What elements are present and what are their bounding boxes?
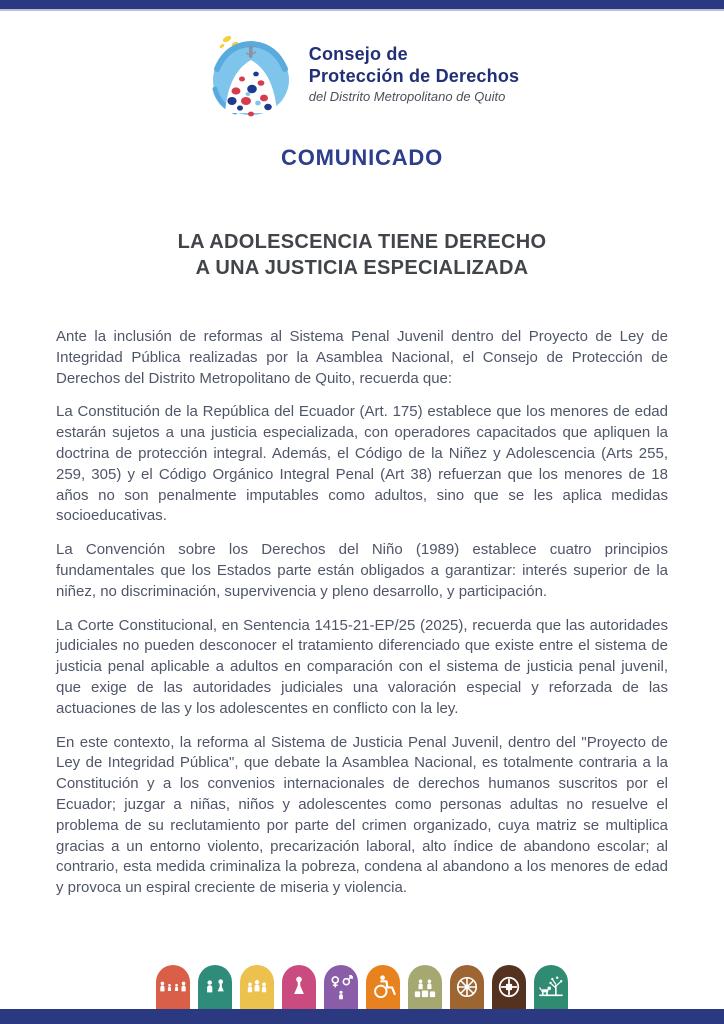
- document-title-line1: LA ADOLESCENCIA TIENE DERECHO: [177, 231, 547, 253]
- bottom-accent-bar: [0, 1009, 724, 1024]
- logo-wordmark: [309, 44, 519, 103]
- disability-tile: [366, 965, 400, 1009]
- family-group-icon: [242, 972, 272, 1002]
- children-tile: [198, 965, 232, 1009]
- gender-diversity-tile: [324, 965, 358, 1009]
- paragraph: Ante la inclusión de reformas al Sistema Penal Juvenil dentro del Proyecto de Ley de Integridad Pública realizadas por la Asamblea Nacional, el Consejo de Protección de Derechos del Distrito Metropolitano de Quito, recuerda que:: [56, 328, 668, 387]
- logo-tagline: del Distrito Metropolitano de Quito: [308, 88, 506, 104]
- human-mobility-icon: [410, 972, 440, 1002]
- rights-groups-icon-strip: [0, 965, 724, 1009]
- family-tile: [156, 965, 190, 1009]
- ancestral-emblem-tile: [492, 965, 526, 1009]
- paragraph: En este contexto, la reforma al Sistema de Justicia Penal Juvenil, dentro del "Proyecto de Ley de Integridad Pública", que debate la Asamblea Nacional, es totalmente contraria a la Constitución y a los convenios internacionales de derechos humanos suscritos por el Ecuador; juzgar a niñas, niños y adolescentes como personas adultas no resuelve el problema de su reclutamiento por parte del crimen organizado, cuya matriz se multiplica gracias a un entorno violento, precarización laboral, alto índice de abandono escolar; al contrario, esta medida criminaliza la pobreza, condena al abandono a los menores de edad y provoca un espiral creciente de miseria y violencia.: [56, 733, 668, 897]
- document-body: [56, 327, 668, 899]
- gender-diversity-icon: [326, 972, 356, 1002]
- document-title: [0, 229, 724, 281]
- cpd-quito-logo-icon: [205, 31, 297, 117]
- woman-tile: [282, 965, 316, 1009]
- header-logo: [0, 31, 724, 117]
- paragraph: La Corte Constitucional, en Sentencia 1415-21-EP/25 (2025), recuerda que las autoridades judiciales no pueden desconocer el tratamiento diferenciado que existe entre el sistema de justicia penal aplicable a adultos en comparación con el sistema de justicia penal juvenil, que exige de las autoridades judiciales una valoración especial y reforzada de las actuaciones de las y los adolescentes en conflicto con la ley.: [56, 616, 668, 717]
- family-group-tile: [240, 965, 274, 1009]
- top-accent-line: [0, 9, 724, 11]
- animals-nature-icon: [536, 972, 566, 1002]
- woman-icon: [284, 972, 314, 1002]
- paragraph: La Constitución de la República del Ecuador (Art. 175) establece que los menores de edad estarán sujetos a una justicia especializada, con operadores capacitados que apliquen la doctrina de protección integral. Además, el Código de la Niñez y Adolescencia (Arts 255, 259, 305) y el Código Orgánico Integral Penal (Art 38) refuerzan que los menores de 18 años no son penalmente imputables como adultos, sino que se les aplica medidas socioeducativas.: [56, 403, 668, 525]
- top-accent-bar: [0, 0, 724, 9]
- human-mobility-tile: [408, 965, 442, 1009]
- document-title-line2: A UNA JUSTICIA ESPECIALIZADA: [195, 257, 529, 279]
- logo-title-line1: Consejo de: [308, 44, 408, 65]
- logo-title-line2: Protección de Derechos: [308, 65, 520, 86]
- family-icon: [158, 972, 188, 1002]
- intercultural-emblem-tile: [450, 965, 484, 1009]
- intercultural-emblem-icon: [452, 972, 482, 1002]
- paragraph: La Convención sobre los Derechos del Niño (1989) establece cuatro principios fundamentales que los Estados parte están obligados a garantizar: interés superior de la niñez, no discriminación, supervivencia y pleno desarrollo, y participación.: [56, 541, 668, 600]
- disability-icon: [368, 972, 398, 1002]
- animals-nature-tile: [534, 965, 568, 1009]
- kicker-comunicado: COMUNICADO: [281, 145, 443, 170]
- ancestral-emblem-icon: [494, 972, 524, 1002]
- children-icon: [200, 972, 230, 1002]
